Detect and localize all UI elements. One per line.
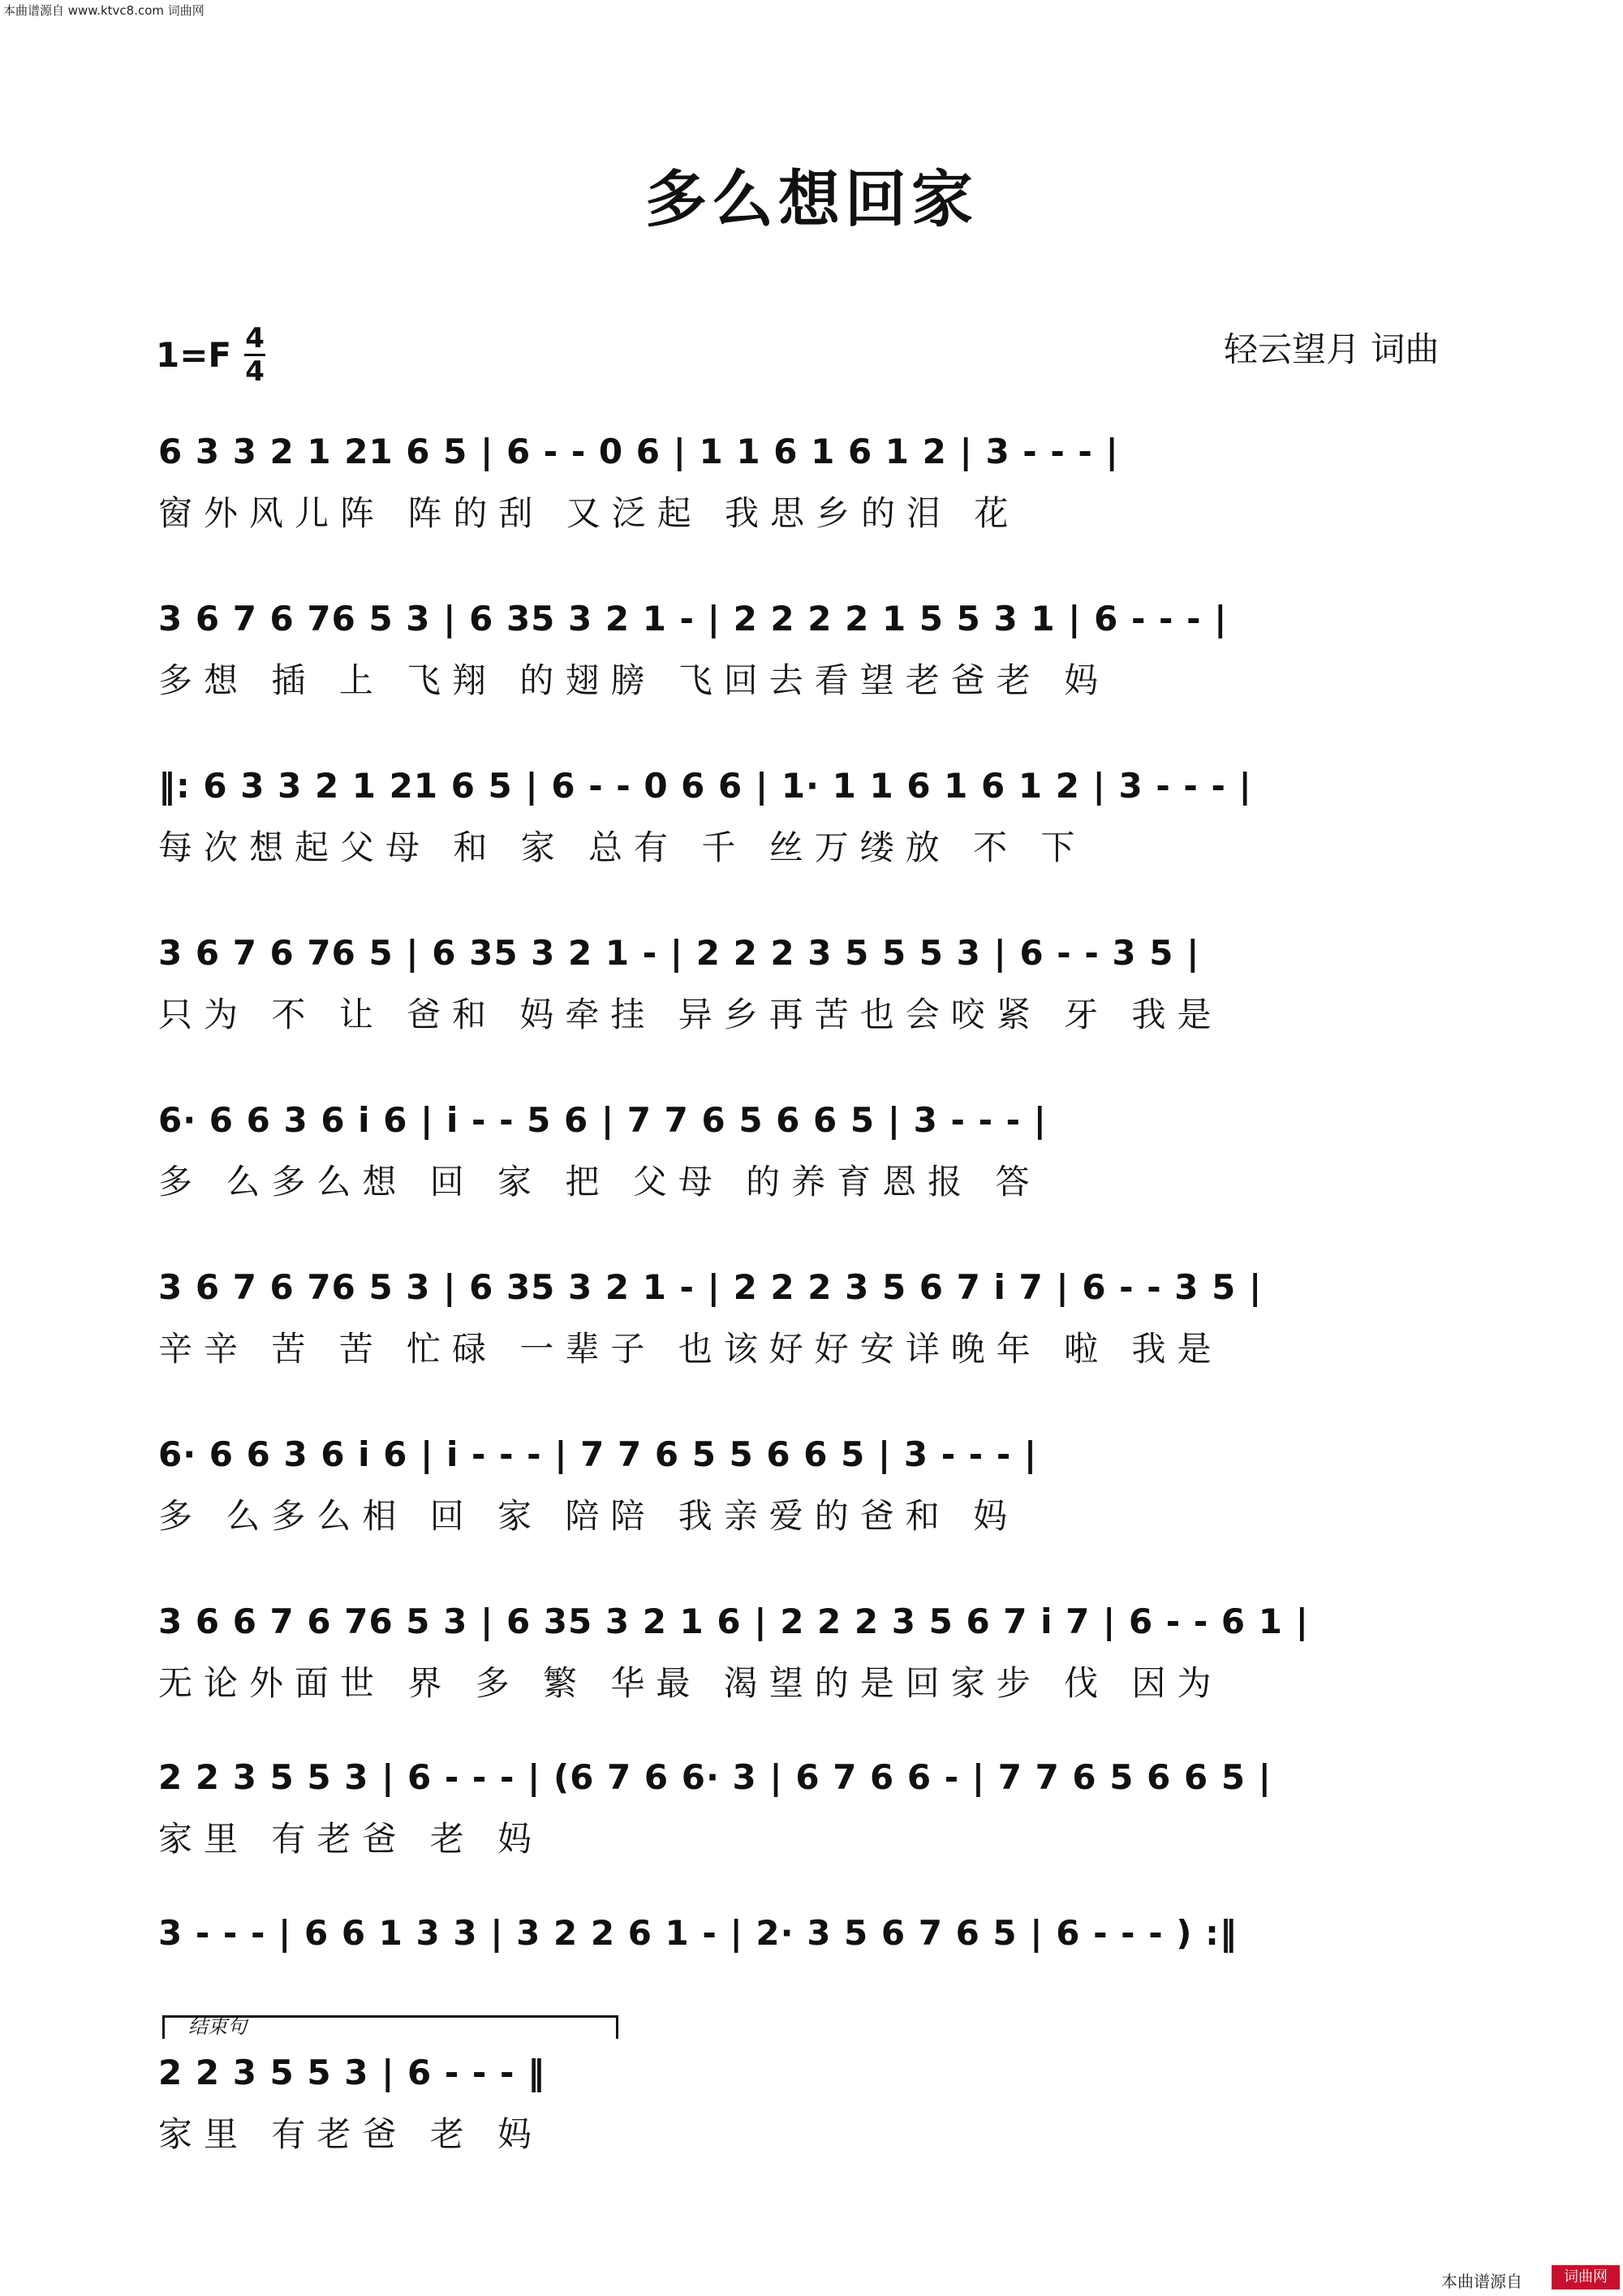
credit: 轻云望月 词曲 [1224, 329, 1440, 369]
site-label: 本曲谱源自 www.ktvc8.com 词曲网 [3, 3, 204, 18]
notation-line: ‖: 6 3 3 2 1 21 6 5 | 6 - - 0 6 6 | 1· 1 1 6 1 6 1 2 | 3 - - - | [158, 766, 1252, 806]
time-signature-top: 4 [245, 322, 265, 355]
ending-notation-line: 2 2 3 5 5 3 | 6 - - - ‖ [158, 2053, 546, 2092]
notation-line: 2 2 3 5 5 3 | 6 - - - | (6 7 6 6· 3 | 6 7 6 6 - | 7 7 6 5 6 6 5 | [158, 1757, 1272, 1797]
ending-label: 结束句 [188, 2015, 247, 2038]
lyric-line: 多 么多么相 回 家 陪陪 我亲爱的爸和 妈 [158, 1496, 1019, 1535]
notation-line: 3 6 7 6 76 5 3 | 6 35 3 2 1 - | 2 2 2 3 5 6 7 i 7 | 6 - - 3 5 | [158, 1267, 1263, 1307]
lyric-line: 无论外面世 界 多 繁 华最 渴望的是回家步 伐 因为 [158, 1663, 1223, 1702]
lyric-line: 只为 不 让 爸和 妈牵挂 异乡再苦也会咬紧 牙 我是 [158, 995, 1223, 1034]
notation-line: 6 3 3 2 1 21 6 5 | 6 - - 0 6 | 1 1 6 1 6 1 2 | 3 - - - | [158, 432, 1119, 471]
lyric-line: 每次想起父母 和 家 总有 千 丝万缕放 不 下 [158, 828, 1087, 866]
key-signature [156, 322, 265, 388]
footer-site-badge[interactable]: 词曲网 [1552, 2265, 1620, 2290]
key-label: 1=F [156, 335, 232, 375]
notation-line: 3 - - - | 6 6 1 3 3 | 3 2 2 6 1 - | 2· 3 5 6 7 6 5 | 6 - - - ) :‖ [158, 1913, 1238, 1953]
footer-source-label: 本曲谱源自 [1441, 2272, 1522, 2291]
song-title: 多么想回家 [645, 163, 978, 235]
ending-lyric-line: 家里 有老爸 老 妈 [158, 2114, 544, 2153]
time-signature-bottom: 4 [245, 355, 265, 388]
lyric-line: 多想 插 上 飞翔 的翅膀 飞回去看望老爸老 妈 [158, 660, 1110, 699]
notation-line: 3 6 7 6 76 5 3 | 6 35 3 2 1 - | 2 2 2 2 1 5 5 3 1 | 6 - - - | [158, 599, 1228, 638]
time-signature [244, 322, 265, 388]
notation-line: 6· 6 6 3 6 i 6 | i - - 5 6 | 7 7 6 5 6 6 5 | 3 - - - | [158, 1100, 1048, 1140]
lyric-line: 辛辛 苦 苦 忙碌 一辈子 也该好好安详晚年 啦 我是 [158, 1329, 1223, 1368]
notation-line: 6· 6 6 3 6 i 6 | i - - - | 7 7 6 5 5 6 6 5 | 3 - - - | [158, 1434, 1038, 1474]
lyric-line: 窗外风儿阵 阵的刮 又泛起 我思乡的泪 花 [158, 493, 1020, 532]
notation-line: 3 6 6 7 6 76 5 3 | 6 35 3 2 1 6 | 2 2 2 3 5 6 7 i 7 | 6 - - 6 1 | [158, 1602, 1309, 1641]
lyric-line: 家里 有老爸 老 妈 [158, 1819, 544, 1858]
lyric-line: 多 么多么想 回 家 把 父母 的养育恩报 答 [158, 1162, 1041, 1201]
notation-line: 3 6 7 6 76 5 | 6 35 3 2 1 - | 2 2 2 3 5 5 5 3 | 6 - - 3 5 | [158, 933, 1200, 973]
